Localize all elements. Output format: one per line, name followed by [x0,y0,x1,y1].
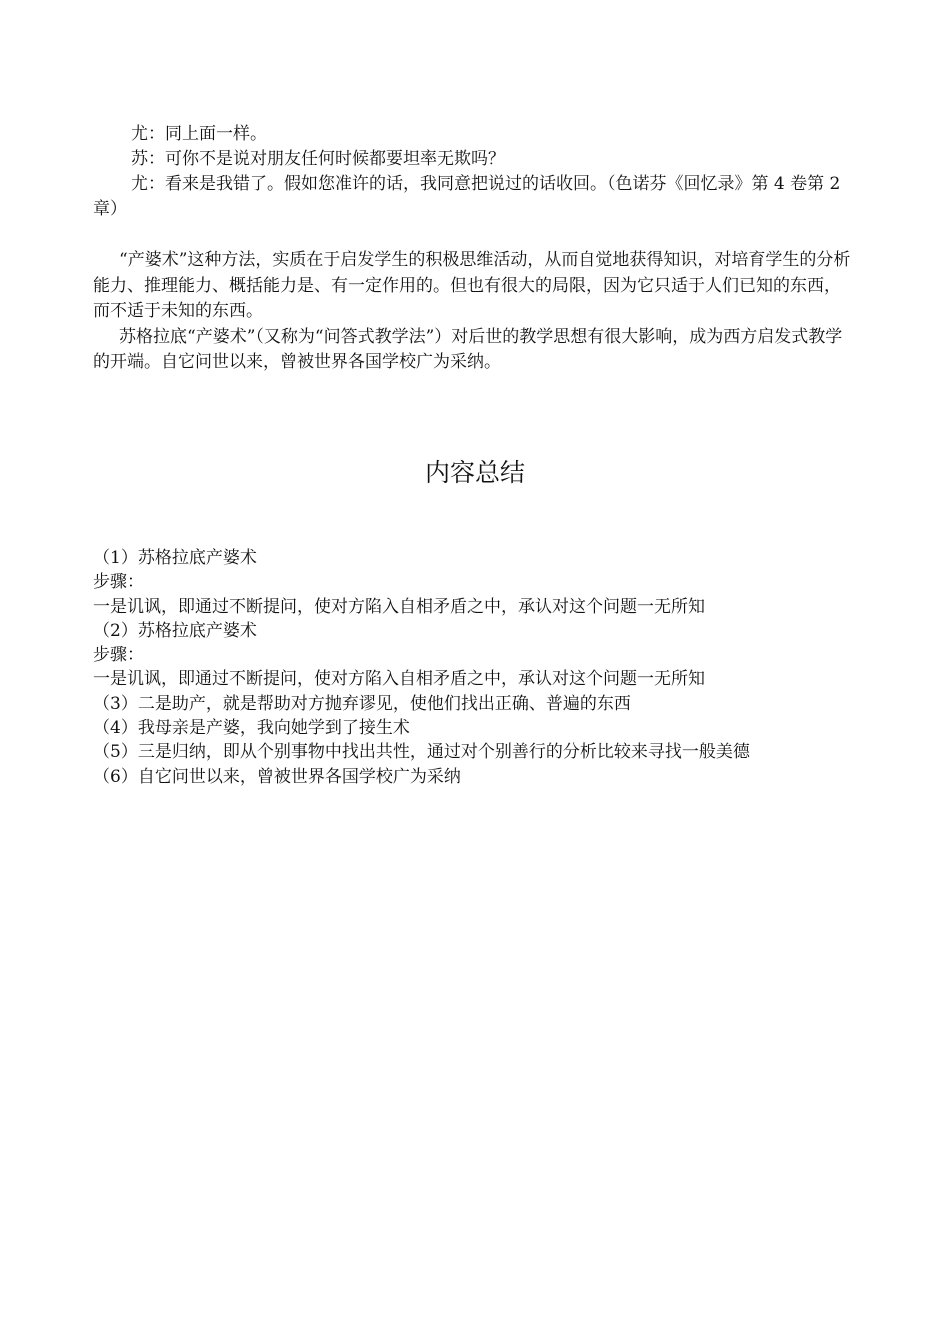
essay-paragraph: “产婆术”这种方法，实质在于启发学生的积极思维活动，从而自觉地获得知识，对培育学生的分析能力、推理能力、概括能力是、有一定作用的。但也有很大的局限，因为它只适于人们已知的东西，而不适于未知的东西。 [93,250,851,321]
summary-line: 一是讥讽，即通过不断提问，使对方陷入自相矛盾之中，承认对这个问题一无所知 [93,596,705,617]
summary-section [93,546,853,789]
summary-line: 一是讥讽，即通过不断提问，使对方陷入自相矛盾之中，承认对这个问题一无所知 [93,669,705,690]
summary-line: （5）三是归纳，即从个别事物中找出共性，通过对个别善行的分析比较来寻找一般美德 [93,742,750,763]
essay-section [93,248,853,376]
dialogue-line: 尤：同上面一样。 [131,124,267,144]
summary-line: （1）苏格拉底产婆术 [93,548,257,568]
summary-line: 步骤： [93,645,144,666]
summary-line: （2）苏格拉底产婆术 [93,620,257,641]
essay-paragraph: 苏格拉底“产婆术”（又称为“问答式教学法”）对后世的教学思想有很大影响，成为西方启发式教学的开端。自它问世以来，曾被世界各国学校广为采纳。 [93,326,843,372]
summary-title: 内容总结 [424,458,525,487]
dialogue-line: 苏：可你不是说对朋友任何时候都要坦率无欺吗？ [131,149,505,169]
dialogue-line: 尤：看来是我错了。假如您准许的话，我同意把说过的话收回。（色诺芬《回忆录》第 4 卷第 2 章） [93,174,841,219]
summary-line: （3）二是助产，就是帮助对方抛弃谬见，使他们找出正确、普遍的东西 [93,693,631,714]
summary-line: （4）我母亲是产婆，我向她学到了接生术 [93,718,410,739]
summary-line: 步骤： [93,572,144,593]
dialogue-section [93,122,853,222]
summary-line: （6）自它问世以来，曾被世界各国学校广为采纳 [93,766,461,787]
